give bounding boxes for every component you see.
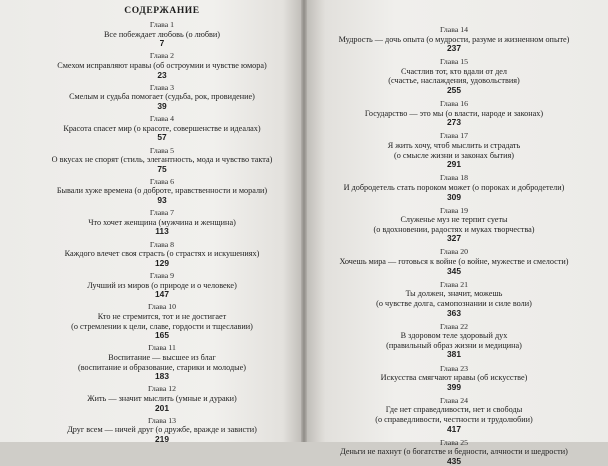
left-toc-list [40,20,284,444]
page-number: 147 [155,289,169,300]
toc-entry [40,177,284,206]
contents-heading: СОДЕРЖАНИЕ [124,6,200,16]
chapter-label: Глава 13 [147,415,177,425]
chapter-title: Государство — это мы (о власти, народе и законах) [364,108,544,118]
toc-entry [334,99,574,128]
toc-entry [334,322,574,360]
chapter-label: Глава 10 [147,302,177,312]
chapter-title: Служенье муз не терпит суеты [400,215,508,225]
chapter-label: Глава 24 [439,395,469,405]
chapter-title: Все побеждает любовь (о любви) [103,29,221,39]
chapter-title: Мудрость — дочь опыта (о мудрости, разуме и жизненном опыте) [338,34,570,44]
page-number: 183 [155,371,169,382]
right-page [304,0,608,466]
page-number: 381 [447,349,461,360]
chapter-title: Ты должен, значит, можешь [405,289,503,299]
chapter-label: Глава 12 [147,384,177,394]
toc-entry [334,25,574,54]
page-number: 273 [447,117,461,128]
page-number: 75 [157,163,167,174]
toc-entry [334,173,574,202]
chapter-label: Глава 9 [149,271,175,280]
chapter-title: Деньги не пахнут (о богатстве и бедности, алчности и шедрости) [340,447,568,457]
toc-entry [40,51,284,80]
page-number: 435 [447,455,461,466]
page-number: 201 [155,402,169,413]
page-number: 219 [155,433,169,444]
chapter-title: (о смысле жизни и законах бытия) [394,150,514,160]
right-toc-list [334,25,574,466]
toc-entry [40,146,284,175]
page-number: 7 [159,38,165,49]
toc-entry [334,206,574,244]
page-number: 23 [157,69,167,80]
toc-entry [334,247,574,276]
chapter-label: Глава 6 [149,176,175,186]
toc-entry [40,83,284,112]
chapter-title: И добродетель стать пороком может (о пороках и добродетели) [343,182,565,192]
page-number: 255 [447,85,461,96]
chapter-title: Друг всем — ничей друг (о дружбе, вражде и зависти) [67,425,257,435]
page-number: 345 [447,265,461,276]
chapter-title: Лучший из миров (о природе и о человеке) [87,280,237,290]
chapter-label: Глава 19 [439,205,469,215]
chapter-label: Глава 1 [149,20,175,29]
chapter-label: Глава 15 [439,57,469,67]
toc-entry [40,271,284,300]
left-page-content [0,0,304,444]
chapter-label: Глава 25 [439,437,469,447]
page-number: 291 [447,159,461,170]
chapter-title: Каждого влечет своя страсть (о страстях и искушениях) [64,249,260,259]
chapter-title: Что хочет женщина (мужчина и женщина) [88,217,236,227]
book-gutter [301,0,307,442]
chapter-title: В здоровом теле здоровый дух [400,331,508,341]
chapter-title: О вкусах не спорят (стиль, элегантность, мода и чувство такта) [51,155,273,165]
chapter-title: (о справедливости, честности и трудолюбии) [375,414,533,424]
page-number: 363 [447,307,461,318]
page-number: 165 [155,330,169,341]
page-number: 39 [157,100,167,111]
toc-entry [334,57,574,95]
chapter-label: Глава 17 [439,131,469,141]
chapter-title: (о чувстве долга, самопознании и силе воли) [376,298,532,308]
page-number: 93 [157,195,167,206]
chapter-title: (правильный образ жизни и медицина) [386,340,522,350]
chapter-title: Смелым и судьба помогает (судьба, рок, провидение) [69,92,255,102]
chapter-label: Глава 5 [149,145,175,155]
chapter-title: Счастлив тот, кто вдали от дел [400,66,508,76]
page-number: 113 [155,226,169,237]
toc-entry [40,343,284,381]
chapter-title: (о стремлении к цели, славе, гордости и тщеславии) [71,321,253,331]
toc-entry [40,114,284,143]
toc-entry [40,240,284,269]
chapter-title: Смехом исправляют нравы (об остроумии и чувстве юмора) [57,60,267,70]
chapter-label: Глава 3 [149,82,175,92]
toc-entry [40,384,284,413]
page-number: 399 [447,381,461,392]
toc-entry [40,20,284,49]
toc-entry [334,438,574,466]
toc-entry [40,416,284,445]
chapter-title: Хочешь мира — готовься к войне (о войне, мужестве и смелости) [339,257,569,267]
chapter-label: Глава 16 [439,99,469,109]
chapter-label: Глава 14 [439,25,469,34]
chapter-label: Глава 4 [149,114,175,124]
toc-entry [40,208,284,237]
chapter-title: Красота спасет мир (о красоте, совершенстве и идеалах) [63,123,261,133]
toc-entry [334,280,574,318]
chapter-title: Где нет справедливости, нет и свободы [385,405,523,415]
page-number: 237 [447,43,461,54]
chapter-title: Жить — значит мыслить (умные и дураки) [87,393,237,403]
page-number: 129 [155,257,169,268]
toc-entry [334,364,574,393]
chapter-title: (воспитание и образование, старики и молодые) [78,362,246,372]
chapter-label: Глава 21 [439,279,469,289]
chapter-title: Воспитание — высшее из благ [108,352,216,362]
toc-entry [334,396,574,434]
chapter-label: Глава 8 [149,239,175,249]
chapter-label: Глава 11 [148,343,176,353]
toc-entry [40,302,284,340]
chapter-title: (счастье, наслаждения, удовольствия) [388,76,520,86]
chapter-title: Искусства смягчают нравы (об искусстве) [380,373,528,383]
chapter-label: Глава 7 [149,208,175,218]
page-number: 57 [157,132,167,143]
chapter-label: Глава 23 [439,363,469,373]
page-number: 327 [447,233,461,244]
chapter-title: Я жить хочу, чтоб мыслить и страдать [387,141,521,151]
chapter-label: Глава 20 [439,247,469,257]
chapter-title: Бывали хуже времена (о доброте, нравственности и морали) [56,186,268,196]
page-number: 309 [447,191,461,202]
right-page-content [304,0,608,466]
chapter-label: Глава 2 [149,51,175,61]
chapter-label: Глава 22 [439,321,469,331]
left-page [0,0,304,442]
toc-entry [334,131,574,169]
page-number: 417 [447,423,461,434]
chapter-label: Глава 18 [439,173,469,183]
chapter-title: (о вдохновении, радостях и муках творчества) [373,224,535,234]
chapter-title: Кто не стремится, тот и не достигает [97,311,227,321]
